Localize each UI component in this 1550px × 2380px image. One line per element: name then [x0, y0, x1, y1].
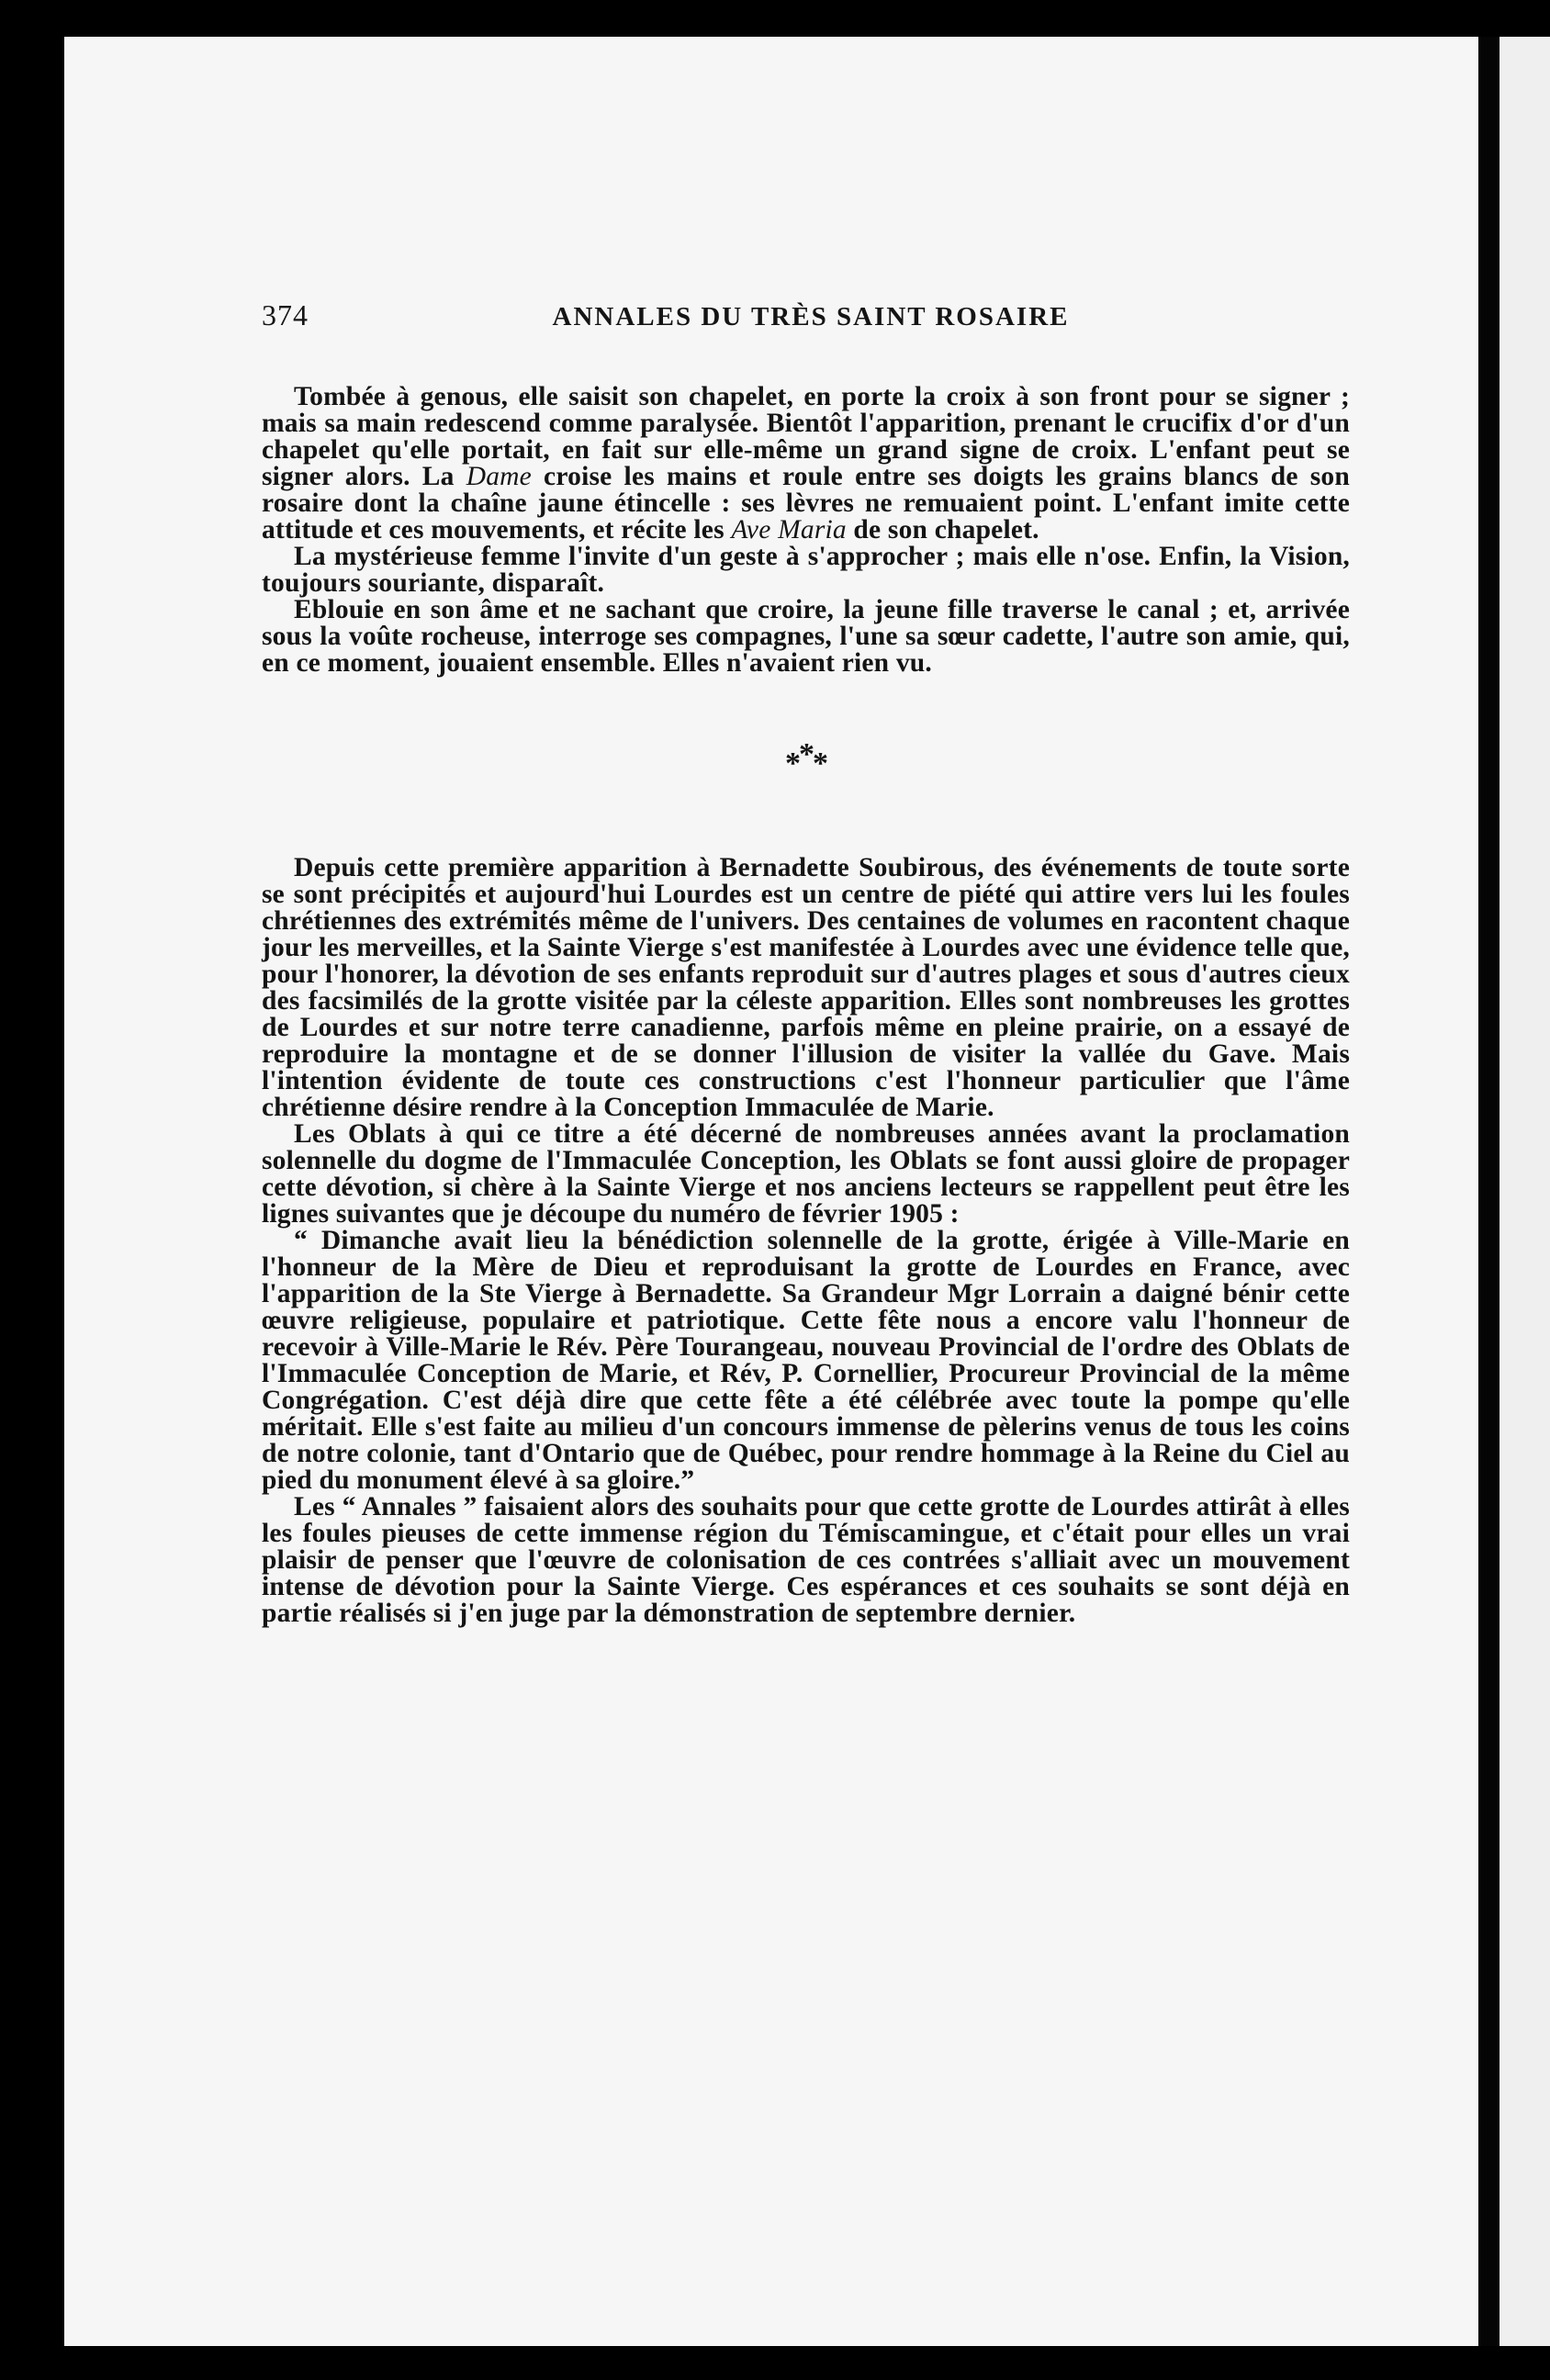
page-number: 374 — [262, 298, 309, 331]
running-title: ANNALES DU TRÈS SAINT ROSAIRE — [552, 302, 1070, 331]
paragraph-quotation: “ Dimanche avait lieu la bénédiction solennelle de la grotte, érigée à Ville-Marie en l'honneur de la Mère de Dieu et reproduisant la grotte de Lourdes en France, avec l'apparition de la Ste Vierge à Bernadette. Sa Grandeur Mgr Lorrain a daigné bénir cette œuvre religieuse, populaire et patriotique. Cette fête nous a encore valu l'honneur de recevoir à Ville-Marie le Rév. Père Tourangeau, nouveau Provincial de l'ordre des Oblats de l'Immaculée Conception de Marie, et Rév, P. Cornellier, Procureur Provincial de la même Congrégation. C'est déjà dire que cette fête a été célébrée avec toute la pompe qu'elle méritait. Elle s'est faite au milieu d'un concours immense de pèlerins venus de tous les coins de notre colonie, tant d'Ontario que de Québec, pour rendre hommage à la Reine du Ciel au pied du monument élevé à sa gloire.” — [262, 1226, 1350, 1495]
page-header — [262, 298, 1350, 332]
section-separator — [262, 737, 1350, 780]
separator-star-right: * — [813, 747, 826, 780]
separator-star-left: * — [785, 747, 799, 780]
page-gutter — [1478, 37, 1499, 2346]
dame-word: Dame — [466, 462, 532, 491]
paragraph-annales: Les “ Annales ” faisaient alors des souhaits pour que cette grotte de Lourdes attirât à elles les foules pieuses de cette immense région du Témiscamingue, et c'était pour elles un vrai plaisir de penser que l'œuvre de colonisation de ces contrées s'alliait avec un mouvement intense de dévotion pour la Sainte Vierge. Ces espérances et ces souhaits se sont déjà en partie réalisés si j'en juge par la démonstration de septembre dernier. — [262, 1492, 1350, 1628]
paragraph-apparition — [262, 384, 1350, 544]
page-content — [262, 298, 1350, 1627]
paragraph-oblats: Les Oblats à qui ce titre a été décerné de nombreuses années avant la proclamation solennelle du dogme de l'Immaculée Conception, les Oblats se font aussi gloire de propager cette dévotion, si chère à la Sainte Vierge et nos anciens lecteurs se rappellent peut être les lignes suivantes que je découpe du numéro de février 1905 : — [262, 1119, 1350, 1229]
paragraph-depuis: Depuis cette première apparition à Bernadette Soubirous, des événements de toute sorte se sont précipités et aujourd'hui Lourdes est un centre de piété qui attire vers lui les foules chrétiennes des extrémités même de l'univers. Des centaines de volumes en racontent chaque jour les merveilles, et la Sainte Vierge s'est manifestée à Lourdes avec une évidence telle que, pour l'honorer, la dévotion de ses enfants reproduit sur d'autres plages et sous d'autres cieux des facsimilés de la grotte visitée par la céleste apparition. Elles sont nombreuses les grottes de Lourdes et sur notre terre canadienne, parfois même en pleine prairie, on a essayé de reproduire la montagne et de se donner l'illusion de visiter la vallée du Gave. Mais l'intention évidente de toute ces constructions c'est l'honneur particulier que l'âme chrétienne désire rendre à la Conception Immaculée de Marie. — [262, 853, 1350, 1122]
paragraph-apparition-part-1: Tombée à genous, elle saisit son chapelet, en porte la croix à son front pour se signer ; mais sa main redescend comme paralysée. Bientôt l'apparition, prenant le crucifix d'or d'un chapelet qu'elle portait, en fait sur elle-même un grand signe de croix. L'enfant peut se signer alors. La — [262, 382, 1350, 491]
next-page-edge — [1499, 37, 1550, 2346]
paragraph-eblouie: Eblouie en son âme et ne sachant que croire, la jeune fille traverse le canal ; et, arrivée sous la voûte rocheuse, interroge ses compagnes, l'une sa sœur cadette, l'autre son amie, qui, en ce moment, jouaient ensemble. Elles n'avaient rien vu. — [262, 595, 1350, 678]
ave-maria-phrase: Ave Maria — [731, 515, 847, 544]
paragraph-apparition-part-3: de son chapelet. — [846, 515, 1039, 544]
paragraph-apparition-part-2: croise les mains et roule entre ses doigts les grains blancs de son rosaire dont la chaîne jaune étincelle : ses lèvres ne remuaient point. L'enfant imite cette attitude et ces mouvements, et récite les — [262, 462, 1350, 544]
separator-star-middle: * — [799, 737, 813, 771]
paragraph-vision: La mystérieuse femme l'invite d'un geste à s'approcher ; mais elle n'ose. Enfin, la Vision, toujours souriante, disparaît. — [262, 542, 1350, 598]
book-page — [64, 37, 1478, 2346]
